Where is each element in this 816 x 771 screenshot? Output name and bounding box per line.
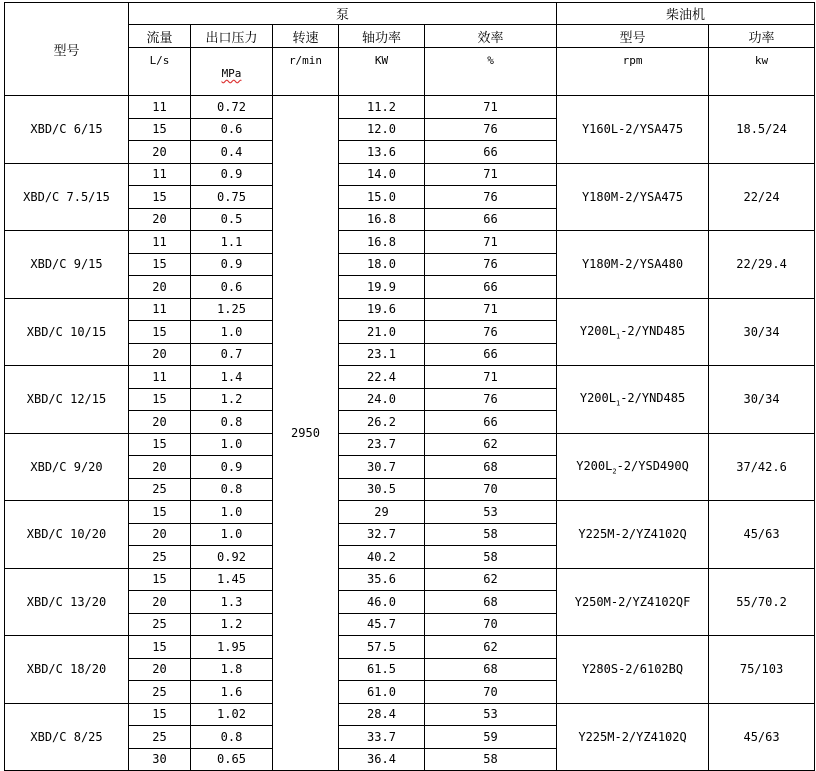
unit-efficiency: %: [425, 48, 557, 96]
shaft-power-value: 57.5: [339, 636, 425, 659]
pressure-value: 0.7: [191, 343, 273, 366]
efficiency-value: 68: [425, 591, 557, 614]
pressure-value: 0.8: [191, 478, 273, 501]
flow-value: 15: [129, 433, 191, 456]
unit-pressure-cell: [191, 48, 273, 96]
shaft-power-value: 26.2: [339, 411, 425, 434]
efficiency-value: 76: [425, 253, 557, 276]
diesel-model-suffix: -2/YND485: [620, 323, 686, 338]
header-model: 型号: [5, 3, 129, 96]
shaft-power-value: 13.6: [339, 141, 425, 164]
pressure-value: 1.95: [191, 636, 273, 659]
shaft-power-value: 22.4: [339, 366, 425, 389]
flow-value: 30: [129, 748, 191, 771]
diesel-model-suffix: -2/YND485: [620, 391, 686, 406]
diesel-model: Y225M-2/YZ4102Q: [557, 703, 709, 771]
shaft-power-value: 11.2: [339, 96, 425, 119]
pump-model: XBD/C 6/15: [5, 96, 129, 164]
header-diesel: 柴油机: [557, 3, 815, 25]
pressure-value: 1.3: [191, 591, 273, 614]
pressure-value: 1.2: [191, 388, 273, 411]
diesel-power: 18.5/24: [709, 96, 815, 164]
diesel-model: Y280S-2/6102BQ: [557, 636, 709, 704]
shaft-power-value: 19.6: [339, 298, 425, 321]
pump-model: XBD/C 8/25: [5, 703, 129, 771]
shaft-power-value: 15.0: [339, 186, 425, 209]
pressure-value: 1.4: [191, 366, 273, 389]
pump-model: XBD/C 13/20: [5, 568, 129, 636]
flow-value: 20: [129, 141, 191, 164]
shaft-power-value: 19.9: [339, 276, 425, 299]
table-row: [5, 433, 815, 456]
pressure-value: 1.0: [191, 501, 273, 524]
unit-diesel-power: kw: [709, 48, 815, 96]
efficiency-value: 71: [425, 231, 557, 254]
diesel-power: 30/34: [709, 298, 815, 366]
shaft-power-value: 45.7: [339, 613, 425, 636]
diesel-model-subscript: 1: [615, 331, 621, 340]
shaft-power-value: 36.4: [339, 748, 425, 771]
diesel-model-prefix: Y200L: [579, 323, 616, 338]
diesel-model: Y225M-2/YZ4102Q: [557, 501, 709, 569]
diesel-model: [557, 298, 709, 366]
pump-model: XBD/C 7.5/15: [5, 163, 129, 231]
efficiency-value: 76: [425, 118, 557, 141]
table-row: [5, 163, 815, 186]
shaft-power-value: 61.0: [339, 681, 425, 704]
flow-value: 25: [129, 681, 191, 704]
flow-value: 25: [129, 613, 191, 636]
flow-value: 25: [129, 726, 191, 749]
table-row: [5, 703, 815, 726]
unit-diesel-model: rpm: [557, 48, 709, 96]
efficiency-value: 71: [425, 366, 557, 389]
flow-value: 15: [129, 253, 191, 276]
header-shaft-power: 轴功率: [339, 25, 425, 48]
flow-value: 20: [129, 208, 191, 231]
shaft-power-value: 28.4: [339, 703, 425, 726]
pressure-value: 1.2: [191, 613, 273, 636]
efficiency-value: 76: [425, 186, 557, 209]
table-body: [5, 96, 815, 771]
flow-value: 20: [129, 591, 191, 614]
unit-flow: L/s: [129, 48, 191, 96]
shaft-power-value: 61.5: [339, 658, 425, 681]
pressure-value: 0.75: [191, 186, 273, 209]
header-pressure: 出口压力: [191, 25, 273, 48]
flow-value: 20: [129, 456, 191, 479]
table-row: [5, 298, 815, 321]
shaft-power-value: 18.0: [339, 253, 425, 276]
diesel-power: 22/24: [709, 163, 815, 231]
pressure-value: 1.0: [191, 433, 273, 456]
table-row: [5, 568, 815, 591]
pressure-value: 1.45: [191, 568, 273, 591]
shaft-power-value: 23.1: [339, 343, 425, 366]
shaft-power-value: 32.7: [339, 523, 425, 546]
pressure-value: 0.4: [191, 141, 273, 164]
flow-value: 11: [129, 163, 191, 186]
diesel-power: 45/63: [709, 703, 815, 771]
efficiency-value: 58: [425, 748, 557, 771]
pressure-value: 1.02: [191, 703, 273, 726]
table-row: [5, 366, 815, 389]
efficiency-value: 71: [425, 96, 557, 119]
efficiency-value: 53: [425, 501, 557, 524]
efficiency-value: 71: [425, 298, 557, 321]
efficiency-value: 76: [425, 321, 557, 344]
flow-value: 25: [129, 546, 191, 569]
pressure-value: 1.0: [191, 523, 273, 546]
pump-spec-table: [4, 2, 815, 771]
flow-value: 20: [129, 523, 191, 546]
efficiency-value: 68: [425, 456, 557, 479]
shaft-power-value: 12.0: [339, 118, 425, 141]
pressure-value: 0.9: [191, 163, 273, 186]
pressure-value: 0.92: [191, 546, 273, 569]
header-diesel-power: 功率: [709, 25, 815, 48]
flow-value: 15: [129, 388, 191, 411]
pump-model: XBD/C 10/15: [5, 298, 129, 366]
shaft-power-value: 46.0: [339, 591, 425, 614]
efficiency-value: 66: [425, 411, 557, 434]
diesel-power: 75/103: [709, 636, 815, 704]
diesel-model: [557, 433, 709, 501]
diesel-power: 37/42.6: [709, 433, 815, 501]
pressure-value: 0.6: [191, 276, 273, 299]
efficiency-value: 58: [425, 546, 557, 569]
table-row: [5, 231, 815, 254]
efficiency-value: 59: [425, 726, 557, 749]
diesel-power: 22/29.4: [709, 231, 815, 299]
diesel-model: Y180M-2/YSA480: [557, 231, 709, 299]
efficiency-value: 66: [425, 208, 557, 231]
flow-value: 15: [129, 568, 191, 591]
pressure-value: 0.72: [191, 96, 273, 119]
efficiency-value: 70: [425, 681, 557, 704]
pressure-value: 0.9: [191, 456, 273, 479]
diesel-power: 30/34: [709, 366, 815, 434]
flow-value: 15: [129, 321, 191, 344]
flow-value: 20: [129, 411, 191, 434]
flow-value: 15: [129, 636, 191, 659]
pressure-value: 0.5: [191, 208, 273, 231]
flow-value: 11: [129, 96, 191, 119]
flow-value: 20: [129, 658, 191, 681]
table-row: [5, 501, 815, 524]
flow-value: 20: [129, 343, 191, 366]
diesel-model-subscript: 2: [612, 466, 617, 475]
shaft-power-value: 23.7: [339, 433, 425, 456]
shaft-power-value: 16.8: [339, 208, 425, 231]
shaft-power-value: 40.2: [339, 546, 425, 569]
flow-value: 15: [129, 118, 191, 141]
pump-model: XBD/C 9/20: [5, 433, 129, 501]
flow-value: 15: [129, 703, 191, 726]
pressure-value: 0.9: [191, 253, 273, 276]
flow-value: 25: [129, 478, 191, 501]
shaft-power-value: 30.7: [339, 456, 425, 479]
pump-model: XBD/C 9/15: [5, 231, 129, 299]
efficiency-value: 58: [425, 523, 557, 546]
pressure-value: 0.65: [191, 748, 273, 771]
shaft-power-value: 35.6: [339, 568, 425, 591]
efficiency-value: 66: [425, 343, 557, 366]
shaft-power-value: 14.0: [339, 163, 425, 186]
pressure-value: 0.8: [191, 726, 273, 749]
pressure-value: 1.6: [191, 681, 273, 704]
diesel-model: Y180M-2/YSA475: [557, 163, 709, 231]
shaft-power-value: 33.7: [339, 726, 425, 749]
diesel-model-prefix: Y200L: [579, 391, 616, 406]
shaft-power-value: 30.5: [339, 478, 425, 501]
pressure-value: 1.1: [191, 231, 273, 254]
pump-model: XBD/C 10/20: [5, 501, 129, 569]
diesel-model-suffix: -2/YSD490Q: [616, 458, 689, 473]
efficiency-value: 66: [425, 141, 557, 164]
efficiency-value: 70: [425, 478, 557, 501]
shaft-power-value: 29: [339, 501, 425, 524]
speed-value: 2950: [273, 96, 339, 771]
flow-value: 11: [129, 366, 191, 389]
header-pump: 泵: [129, 3, 557, 25]
header-diesel-model: 型号: [557, 25, 709, 48]
flow-value: 15: [129, 186, 191, 209]
pump-model: XBD/C 18/20: [5, 636, 129, 704]
header-flow: 流量: [129, 25, 191, 48]
pressure-value: 0.6: [191, 118, 273, 141]
diesel-power: 55/70.2: [709, 568, 815, 636]
flow-value: 11: [129, 231, 191, 254]
flow-value: 20: [129, 276, 191, 299]
flow-value: 15: [129, 501, 191, 524]
efficiency-value: 53: [425, 703, 557, 726]
pressure-value: 1.25: [191, 298, 273, 321]
efficiency-value: 62: [425, 636, 557, 659]
efficiency-value: 76: [425, 388, 557, 411]
shaft-power-value: 21.0: [339, 321, 425, 344]
diesel-model-prefix: Y200L: [576, 458, 613, 473]
unit-pressure: MPa: [221, 67, 242, 80]
flow-value: 11: [129, 298, 191, 321]
shaft-power-value: 24.0: [339, 388, 425, 411]
pressure-value: 1.8: [191, 658, 273, 681]
header-speed: 转速: [273, 25, 339, 48]
pressure-value: 0.8: [191, 411, 273, 434]
efficiency-value: 62: [425, 568, 557, 591]
diesel-model: Y160L-2/YSA475: [557, 96, 709, 164]
unit-shaft-power: KW: [339, 48, 425, 96]
header-efficiency: 效率: [425, 25, 557, 48]
shaft-power-value: 16.8: [339, 231, 425, 254]
diesel-power: 45/63: [709, 501, 815, 569]
pump-model: XBD/C 12/15: [5, 366, 129, 434]
efficiency-value: 66: [425, 276, 557, 299]
efficiency-value: 62: [425, 433, 557, 456]
table-row: [5, 636, 815, 659]
unit-speed: r/min: [273, 48, 339, 96]
diesel-model: [557, 366, 709, 434]
table-row: [5, 96, 815, 119]
pressure-value: 1.0: [191, 321, 273, 344]
diesel-model: Y250M-2/YZ4102QF: [557, 568, 709, 636]
efficiency-value: 68: [425, 658, 557, 681]
efficiency-value: 71: [425, 163, 557, 186]
diesel-model-subscript: 1: [615, 399, 621, 408]
efficiency-value: 70: [425, 613, 557, 636]
